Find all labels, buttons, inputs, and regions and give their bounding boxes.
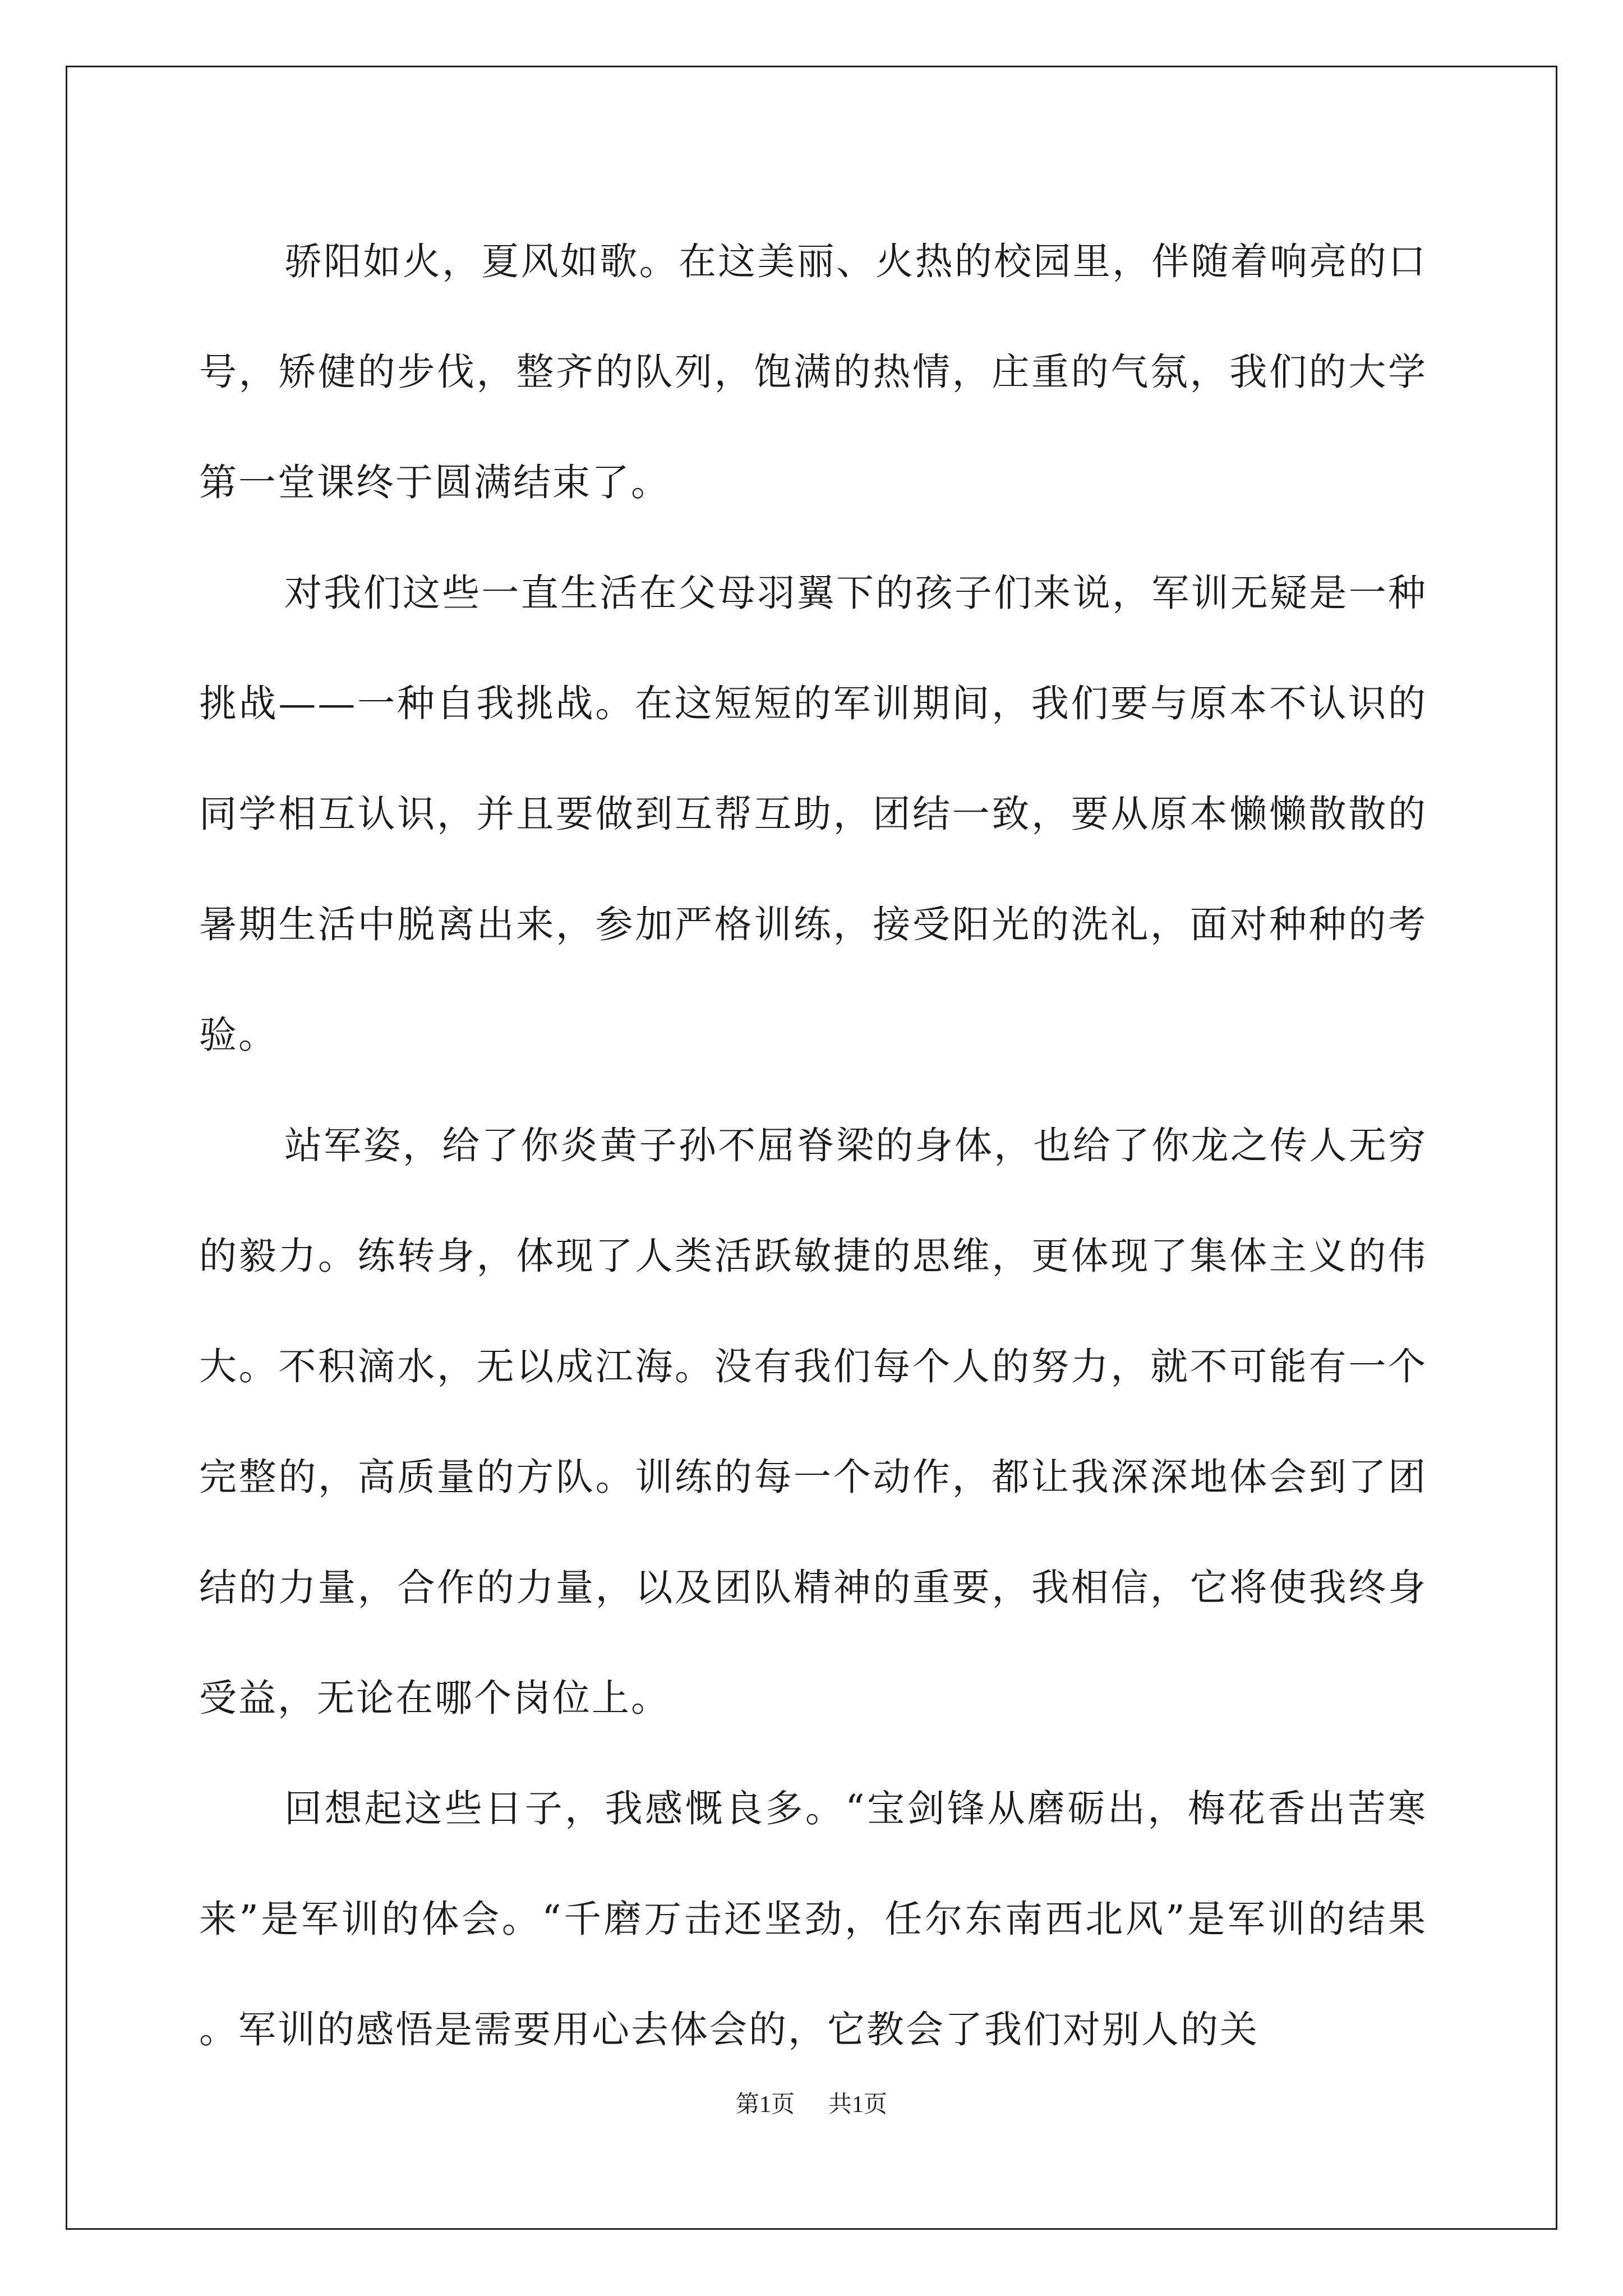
paragraph-2: 对我们这些一直生活在父母羽翼下的孩子们来说，军训无疑是一种挑战——一种自我挑战。在这短短的军训期间，我们要与原本不认识的同学相互认识，并且要做到互帮互助，团结一致，要从原本懒懒散散的暑期生活中脱离出来，参加严格训练，接受阳光的洗礼，面对种种的考验。 — [199, 571, 1427, 1057]
page-footer — [0, 2086, 1623, 2119]
page-number-current: 第1页 — [735, 2092, 795, 2118]
paragraph-3: 站军姿，给了你炎黄子孙不屈脊梁的身体，也给了你龙之传人无穷的毅力。练转身，体现了人类活跃敏捷的思维，更体现了集体主义的伟大。不积滴水，无以成江海。没有我们每个人的努力，就不可能有一个完整的，高质量的方队。训练的每一个动作，都让我深深地体会到了团结的力量，合作的力量，以及团队精神的重要，我相信，它将使我终身受益，无论在哪个岗位上。 — [199, 1124, 1427, 1720]
document-body — [199, 206, 1427, 2085]
paragraph-4: 回想起这些日子，我感慨良多。“宝剑锋从磨砺出，梅花香出苦寒来”是军训的体会。“千磨万击还坚劲，任尔东南西北风”是军训的结果。军训的感悟是需要用心去体会的，它教会了我们对别人的关 — [199, 1787, 1427, 2051]
page-number-total: 共1页 — [828, 2092, 888, 2118]
paragraph-1: 骄阳如火，夏风如歌。在这美丽、火热的校园里，伴随着响亮的口号，矫健的步伐，整齐的队列，饱满的热情，庄重的气氛，我们的大学第一堂课终于圆满结束了。 — [199, 240, 1427, 504]
